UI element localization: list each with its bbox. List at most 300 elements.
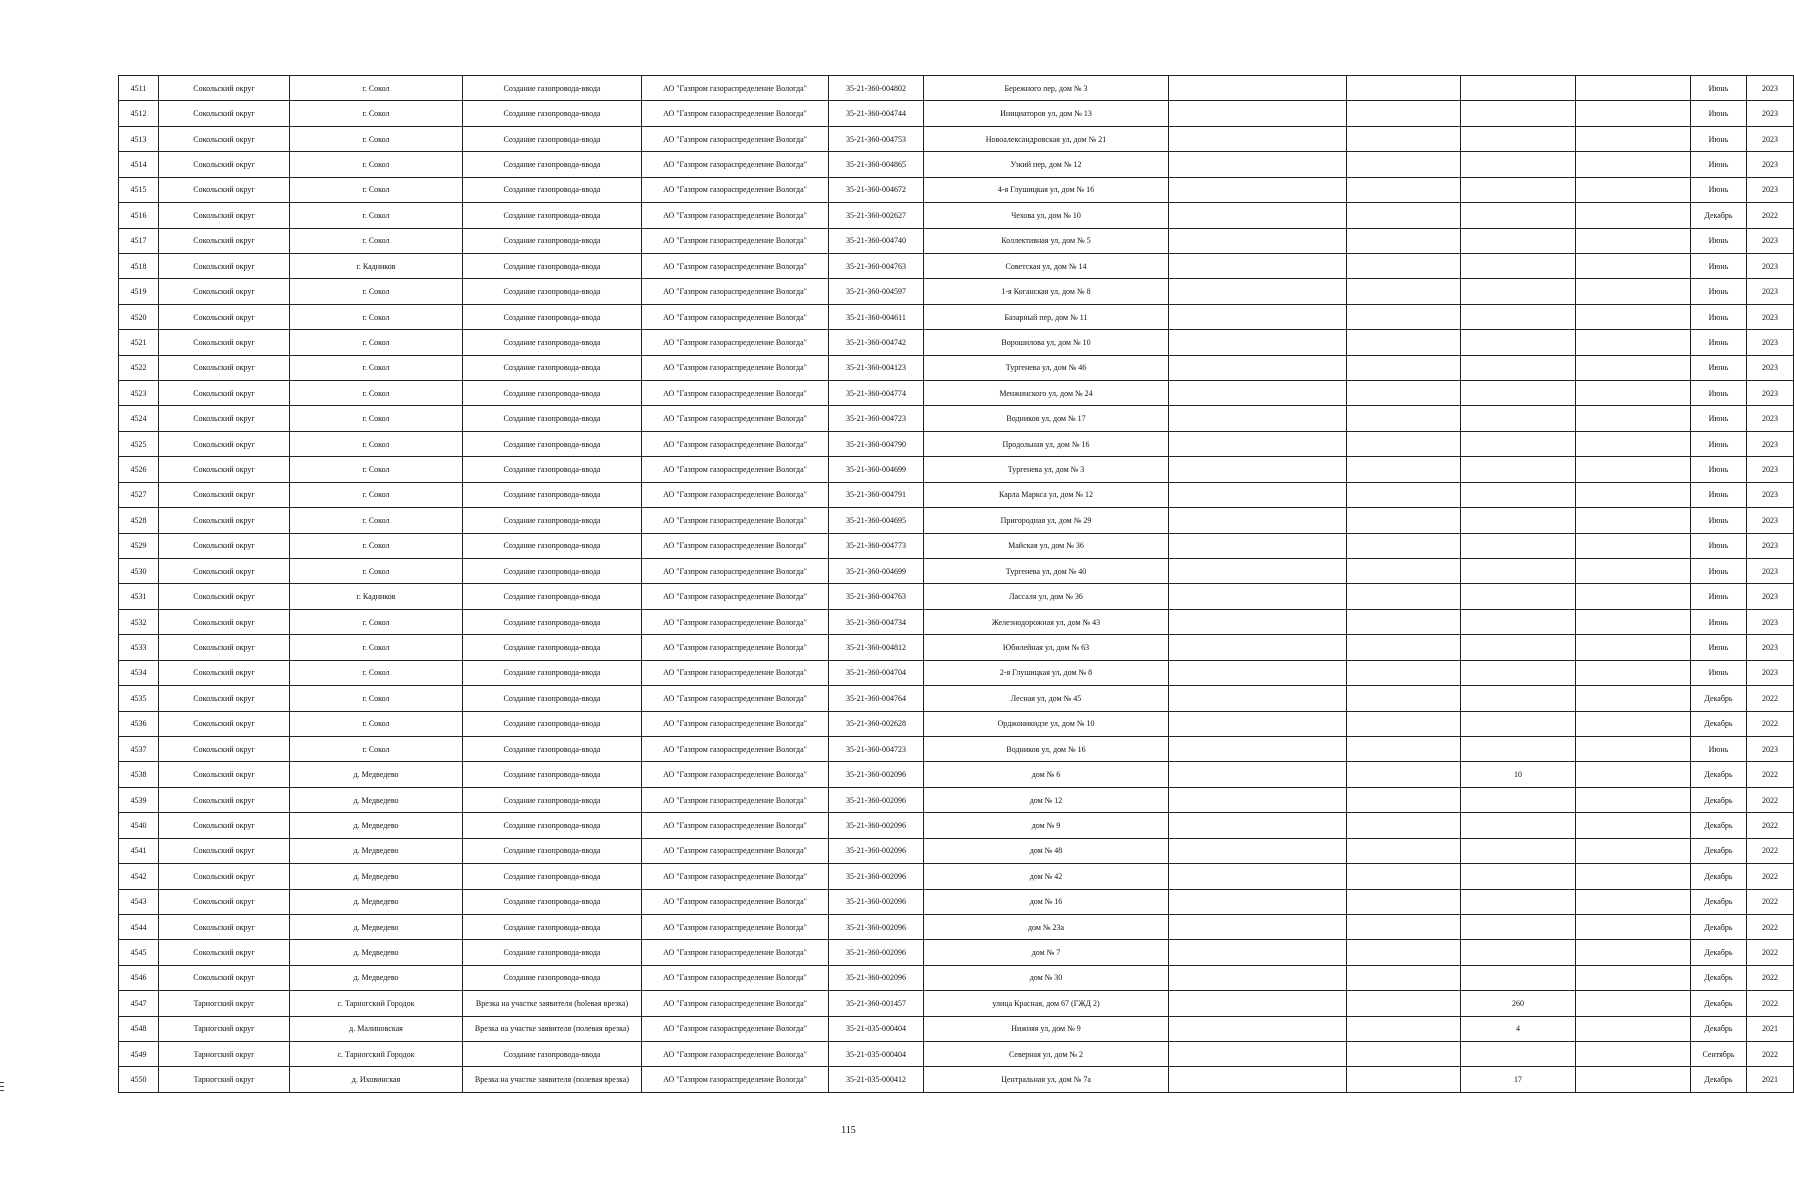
cadastral-number-cell: 35-21-035-000404	[829, 1016, 924, 1041]
row-number-cell: 4540	[119, 813, 159, 838]
work-type-cell: Создание газопровода-ввода	[463, 330, 642, 355]
work-type-cell: Создание газопровода-ввода	[463, 838, 642, 863]
row-number-cell: 4519	[119, 279, 159, 304]
table-row	[119, 101, 1794, 126]
address-cell: Юбилейная ул, дом № 63	[924, 635, 1169, 660]
empty-cell	[1347, 787, 1461, 812]
district-cell: Сокольский округ	[159, 864, 290, 889]
empty-cell	[1576, 457, 1691, 482]
month-cell: Декабрь	[1691, 762, 1747, 787]
empty-cell	[1576, 406, 1691, 431]
row-number-cell: 4535	[119, 686, 159, 711]
cadastral-number-cell: 35-21-360-004672	[829, 177, 924, 202]
work-type-cell: Создание газопровода-ввода	[463, 762, 642, 787]
empty-cell	[1576, 864, 1691, 889]
row-number-cell: 4522	[119, 355, 159, 380]
organization-cell: АО "Газпром газораспределение Вологда"	[642, 126, 829, 151]
table-row	[119, 406, 1794, 431]
cadastral-number-cell: 35-21-360-004742	[829, 330, 924, 355]
table-row	[119, 482, 1794, 507]
organization-cell: АО "Газпром газораспределение Вологда"	[642, 482, 829, 507]
empty-cell	[1169, 126, 1347, 151]
empty-cell	[1169, 889, 1347, 914]
district-cell: Сокольский округ	[159, 914, 290, 939]
volume-cell	[1461, 126, 1576, 151]
work-type-cell: Создание газопровода-ввода	[463, 609, 642, 634]
table-row	[119, 991, 1794, 1016]
address-cell: дом № 12	[924, 787, 1169, 812]
volume-cell	[1461, 304, 1576, 329]
work-type-cell: Создание газопровода-ввода	[463, 355, 642, 380]
organization-cell: АО "Газпром газораспределение Вологда"	[642, 838, 829, 863]
table-row	[119, 838, 1794, 863]
empty-cell	[1576, 889, 1691, 914]
empty-cell	[1169, 381, 1347, 406]
table-row	[119, 126, 1794, 151]
empty-cell	[1347, 330, 1461, 355]
district-cell: Тарногский округ	[159, 1042, 290, 1067]
cadastral-number-cell: 35-21-035-000404	[829, 1042, 924, 1067]
empty-cell	[1347, 381, 1461, 406]
empty-cell	[1169, 152, 1347, 177]
work-type-cell: Создание газопровода-ввода	[463, 584, 642, 609]
empty-cell	[1169, 355, 1347, 380]
empty-cell	[1576, 355, 1691, 380]
organization-cell: АО "Газпром газораспределение Вологда"	[642, 1042, 829, 1067]
address-cell: Пригородная ул, дом № 29	[924, 508, 1169, 533]
month-cell: Декабрь	[1691, 203, 1747, 228]
organization-cell: АО "Газпром газораспределение Вологда"	[642, 813, 829, 838]
month-cell: Декабрь	[1691, 787, 1747, 812]
empty-cell	[1576, 711, 1691, 736]
cadastral-number-cell: 35-21-360-004763	[829, 584, 924, 609]
year-cell: 2021	[1747, 1016, 1794, 1041]
organization-cell: АО "Газпром газораспределение Вологда"	[642, 584, 829, 609]
empty-cell	[1576, 1016, 1691, 1041]
address-cell: дом № 6	[924, 762, 1169, 787]
locality-cell: г. Кадников	[290, 253, 463, 278]
address-cell: дом № 16	[924, 889, 1169, 914]
locality-cell: г. Сокол	[290, 330, 463, 355]
work-type-cell: Создание газопровода-ввода	[463, 686, 642, 711]
volume-cell	[1461, 457, 1576, 482]
row-number-cell: 4514	[119, 152, 159, 177]
district-cell: Сокольский округ	[159, 152, 290, 177]
address-cell: 4-я Глушицкая ул, дом № 16	[924, 177, 1169, 202]
month-cell: Июнь	[1691, 381, 1747, 406]
work-type-cell: Создание газопровода-ввода	[463, 126, 642, 151]
empty-cell	[1576, 660, 1691, 685]
month-cell: Июнь	[1691, 101, 1747, 126]
empty-cell	[1347, 279, 1461, 304]
volume-cell	[1461, 203, 1576, 228]
table-row	[119, 355, 1794, 380]
month-cell: Декабрь	[1691, 965, 1747, 990]
district-cell: Сокольский округ	[159, 965, 290, 990]
district-cell: Сокольский округ	[159, 355, 290, 380]
empty-cell	[1576, 813, 1691, 838]
address-cell: Лесная ул, дом № 45	[924, 686, 1169, 711]
month-cell: Июнь	[1691, 533, 1747, 558]
cadastral-number-cell: 35-21-360-002628	[829, 711, 924, 736]
empty-cell	[1347, 482, 1461, 507]
empty-cell	[1576, 533, 1691, 558]
empty-cell	[1169, 864, 1347, 889]
table-row	[119, 508, 1794, 533]
organization-cell: АО "Газпром газораспределение Вологда"	[642, 1016, 829, 1041]
cadastral-number-cell: 35-21-360-004740	[829, 228, 924, 253]
row-number-cell: 4517	[119, 228, 159, 253]
table-row	[119, 559, 1794, 584]
organization-cell: АО "Газпром газораспределение Вологда"	[642, 736, 829, 761]
work-type-cell: Создание газопровода-ввода	[463, 559, 642, 584]
empty-cell	[1347, 838, 1461, 863]
volume-cell	[1461, 559, 1576, 584]
address-cell: Инициаторов ул, дом № 13	[924, 101, 1169, 126]
year-cell: 2023	[1747, 736, 1794, 761]
organization-cell: АО "Газпром газораспределение Вологда"	[642, 152, 829, 177]
work-type-cell: Врезка на участке заявителя (полевая врезка)	[463, 1067, 642, 1093]
month-cell: Декабрь	[1691, 1016, 1747, 1041]
district-cell: Сокольский округ	[159, 457, 290, 482]
year-cell: 2023	[1747, 457, 1794, 482]
month-cell: Июнь	[1691, 660, 1747, 685]
organization-cell: АО "Газпром газораспределение Вологда"	[642, 457, 829, 482]
work-type-cell: Создание газопровода-ввода	[463, 660, 642, 685]
organization-cell: АО "Газпром газораспределение Вологда"	[642, 787, 829, 812]
empty-cell	[1576, 787, 1691, 812]
cadastral-number-cell: 35-21-360-004764	[829, 686, 924, 711]
empty-cell	[1347, 508, 1461, 533]
cadastral-number-cell: 35-21-360-002096	[829, 940, 924, 965]
empty-cell	[1576, 609, 1691, 634]
volume-cell	[1461, 355, 1576, 380]
row-number-cell: 4511	[119, 76, 159, 101]
district-cell: Сокольский округ	[159, 228, 290, 253]
locality-cell: с. Тарногский Городок	[290, 991, 463, 1016]
cadastral-number-cell: 35-21-360-002096	[829, 864, 924, 889]
volume-cell	[1461, 431, 1576, 456]
locality-cell: г. Сокол	[290, 126, 463, 151]
district-cell: Сокольский округ	[159, 533, 290, 558]
row-number-cell: 4545	[119, 940, 159, 965]
address-cell: Коллективная ул, дом № 5	[924, 228, 1169, 253]
empty-cell	[1169, 635, 1347, 660]
empty-cell	[1347, 457, 1461, 482]
month-cell: Июнь	[1691, 177, 1747, 202]
table-row	[119, 381, 1794, 406]
locality-cell: д. Медведево	[290, 914, 463, 939]
table-row	[119, 711, 1794, 736]
work-type-cell: Создание газопровода-ввода	[463, 813, 642, 838]
organization-cell: АО "Газпром газораспределение Вологда"	[642, 228, 829, 253]
address-cell: Чехова ул, дом № 10	[924, 203, 1169, 228]
year-cell: 2022	[1747, 991, 1794, 1016]
month-cell: Июнь	[1691, 457, 1747, 482]
district-cell: Сокольский округ	[159, 889, 290, 914]
table-row	[119, 762, 1794, 787]
table-row	[119, 660, 1794, 685]
organization-cell: АО "Газпром газораспределение Вологда"	[642, 686, 829, 711]
table-row	[119, 203, 1794, 228]
table-row	[119, 431, 1794, 456]
row-number-cell: 4532	[119, 609, 159, 634]
district-cell: Сокольский округ	[159, 838, 290, 863]
year-cell: 2023	[1747, 177, 1794, 202]
empty-cell	[1347, 940, 1461, 965]
table-row	[119, 686, 1794, 711]
work-type-cell: Врезка на участке заявителя (holевая врезка)	[463, 991, 642, 1016]
row-number-cell: 4546	[119, 965, 159, 990]
organization-cell: АО "Газпром газораспределение Вологда"	[642, 940, 829, 965]
address-cell: Орджоникидзе ул, дом № 10	[924, 711, 1169, 736]
month-cell: Июнь	[1691, 406, 1747, 431]
volume-cell: 10	[1461, 762, 1576, 787]
cadastral-number-cell: 35-21-360-004699	[829, 559, 924, 584]
organization-cell: АО "Газпром газораспределение Вологда"	[642, 991, 829, 1016]
row-number-cell: 4527	[119, 482, 159, 507]
district-cell: Сокольский округ	[159, 508, 290, 533]
empty-cell	[1347, 253, 1461, 278]
year-cell: 2023	[1747, 228, 1794, 253]
volume-cell	[1461, 584, 1576, 609]
locality-cell: г. Сокол	[290, 508, 463, 533]
empty-cell	[1169, 279, 1347, 304]
scan-edge-mark	[0, 1090, 4, 1091]
year-cell: 2023	[1747, 406, 1794, 431]
empty-cell	[1576, 914, 1691, 939]
address-cell: Майская ул, дом № 36	[924, 533, 1169, 558]
table-row	[119, 965, 1794, 990]
locality-cell: г. Сокол	[290, 152, 463, 177]
row-number-cell: 4543	[119, 889, 159, 914]
row-number-cell: 4515	[119, 177, 159, 202]
work-type-cell: Создание газопровода-ввода	[463, 736, 642, 761]
year-cell: 2023	[1747, 355, 1794, 380]
month-cell: Декабрь	[1691, 914, 1747, 939]
locality-cell: г. Сокол	[290, 533, 463, 558]
district-cell: Тарногский округ	[159, 1067, 290, 1093]
month-cell: Июнь	[1691, 508, 1747, 533]
year-cell: 2023	[1747, 584, 1794, 609]
month-cell: Июнь	[1691, 330, 1747, 355]
cadastral-number-cell: 35-21-360-002096	[829, 914, 924, 939]
empty-cell	[1347, 1016, 1461, 1041]
volume-cell	[1461, 736, 1576, 761]
organization-cell: АО "Газпром газораспределение Вологда"	[642, 355, 829, 380]
locality-cell: г. Сокол	[290, 482, 463, 507]
work-type-cell: Создание газопровода-ввода	[463, 76, 642, 101]
locality-cell: г. Кадников	[290, 584, 463, 609]
empty-cell	[1347, 228, 1461, 253]
locality-cell: д. Медведево	[290, 787, 463, 812]
work-type-cell: Создание газопровода-ввода	[463, 635, 642, 660]
empty-cell	[1169, 253, 1347, 278]
address-cell: Ворошилова ул, дом № 10	[924, 330, 1169, 355]
year-cell: 2022	[1747, 914, 1794, 939]
organization-cell: АО "Газпром газораспределение Вологда"	[642, 864, 829, 889]
row-number-cell: 4526	[119, 457, 159, 482]
cadastral-number-cell: 35-21-360-002096	[829, 889, 924, 914]
cadastral-number-cell: 35-21-360-004753	[829, 126, 924, 151]
table-row	[119, 304, 1794, 329]
month-cell: Июнь	[1691, 355, 1747, 380]
work-type-cell: Создание газопровода-ввода	[463, 228, 642, 253]
work-type-cell: Создание газопровода-ввода	[463, 381, 642, 406]
address-cell: дом № 48	[924, 838, 1169, 863]
address-cell: Узкий пер, дом № 12	[924, 152, 1169, 177]
empty-cell	[1169, 101, 1347, 126]
volume-cell	[1461, 889, 1576, 914]
empty-cell	[1169, 431, 1347, 456]
empty-cell	[1347, 762, 1461, 787]
cadastral-number-cell: 35-21-360-004802	[829, 76, 924, 101]
year-cell: 2023	[1747, 635, 1794, 660]
locality-cell: г. Сокол	[290, 203, 463, 228]
month-cell: Декабрь	[1691, 991, 1747, 1016]
cadastral-number-cell: 35-21-360-004704	[829, 660, 924, 685]
scan-edge-mark	[0, 1082, 4, 1083]
table-row	[119, 889, 1794, 914]
empty-cell	[1576, 177, 1691, 202]
empty-cell	[1347, 736, 1461, 761]
locality-cell: г. Сокол	[290, 609, 463, 634]
cadastral-number-cell: 35-21-360-002096	[829, 965, 924, 990]
cadastral-number-cell: 35-21-360-004734	[829, 609, 924, 634]
month-cell: Июнь	[1691, 584, 1747, 609]
year-cell: 2022	[1747, 787, 1794, 812]
row-number-cell: 4548	[119, 1016, 159, 1041]
empty-cell	[1576, 838, 1691, 863]
row-number-cell: 4547	[119, 991, 159, 1016]
work-type-cell: Создание газопровода-ввода	[463, 914, 642, 939]
locality-cell: д. Иховинская	[290, 1067, 463, 1093]
empty-cell	[1169, 1016, 1347, 1041]
address-cell: Центральная ул, дом № 7а	[924, 1067, 1169, 1093]
cadastral-number-cell: 35-21-035-000412	[829, 1067, 924, 1093]
district-cell: Сокольский округ	[159, 253, 290, 278]
row-number-cell: 4518	[119, 253, 159, 278]
empty-cell	[1576, 431, 1691, 456]
empty-cell	[1576, 940, 1691, 965]
organization-cell: АО "Газпром газораспределение Вологда"	[642, 889, 829, 914]
volume-cell	[1461, 279, 1576, 304]
locality-cell: г. Сокол	[290, 76, 463, 101]
year-cell: 2023	[1747, 533, 1794, 558]
work-type-cell: Создание газопровода-ввода	[463, 431, 642, 456]
month-cell: Июнь	[1691, 76, 1747, 101]
empty-cell	[1576, 482, 1691, 507]
empty-cell	[1169, 965, 1347, 990]
table-row	[119, 330, 1794, 355]
month-cell: Июнь	[1691, 635, 1747, 660]
month-cell: Июнь	[1691, 279, 1747, 304]
table-row	[119, 76, 1794, 101]
locality-cell: г. Сокол	[290, 660, 463, 685]
empty-cell	[1169, 1067, 1347, 1093]
cadastral-number-cell: 35-21-360-001457	[829, 991, 924, 1016]
cadastral-number-cell: 35-21-360-002096	[829, 838, 924, 863]
empty-cell	[1576, 203, 1691, 228]
volume-cell	[1461, 660, 1576, 685]
empty-cell	[1576, 253, 1691, 278]
month-cell: Декабрь	[1691, 940, 1747, 965]
month-cell: Декабрь	[1691, 889, 1747, 914]
empty-cell	[1576, 736, 1691, 761]
district-cell: Сокольский округ	[159, 559, 290, 584]
cadastral-number-cell: 35-21-360-004791	[829, 482, 924, 507]
address-cell: Водников ул, дом № 16	[924, 736, 1169, 761]
district-cell: Сокольский округ	[159, 762, 290, 787]
empty-cell	[1347, 813, 1461, 838]
empty-cell	[1347, 203, 1461, 228]
locality-cell: г. Сокол	[290, 101, 463, 126]
table-row	[119, 457, 1794, 482]
address-cell: дом № 30	[924, 965, 1169, 990]
month-cell: Декабрь	[1691, 686, 1747, 711]
table-row	[119, 279, 1794, 304]
address-cell: Водников ул, дом № 17	[924, 406, 1169, 431]
volume-cell	[1461, 838, 1576, 863]
row-number-cell: 4516	[119, 203, 159, 228]
table-row	[119, 914, 1794, 939]
empty-cell	[1169, 406, 1347, 431]
district-cell: Тарногский округ	[159, 1016, 290, 1041]
organization-cell: АО "Газпром газораспределение Вологда"	[642, 406, 829, 431]
empty-cell	[1169, 1042, 1347, 1067]
volume-cell	[1461, 813, 1576, 838]
empty-cell	[1347, 711, 1461, 736]
cadastral-number-cell: 35-21-360-004773	[829, 533, 924, 558]
empty-cell	[1169, 76, 1347, 101]
volume-cell	[1461, 965, 1576, 990]
empty-cell	[1576, 991, 1691, 1016]
cadastral-number-cell: 35-21-360-004123	[829, 355, 924, 380]
table-row	[119, 940, 1794, 965]
empty-cell	[1169, 330, 1347, 355]
empty-cell	[1347, 660, 1461, 685]
table-row	[119, 1016, 1794, 1041]
cadastral-number-cell: 35-21-360-002096	[829, 787, 924, 812]
address-cell: 1-я Коганская ул, дом № 8	[924, 279, 1169, 304]
row-number-cell: 4521	[119, 330, 159, 355]
year-cell: 2023	[1747, 253, 1794, 278]
work-type-cell: Создание газопровода-ввода	[463, 864, 642, 889]
organization-cell: АО "Газпром газораспределение Вологда"	[642, 914, 829, 939]
empty-cell	[1576, 965, 1691, 990]
empty-cell	[1347, 355, 1461, 380]
year-cell: 2023	[1747, 660, 1794, 685]
volume-cell	[1461, 914, 1576, 939]
empty-cell	[1347, 889, 1461, 914]
year-cell: 2023	[1747, 304, 1794, 329]
row-number-cell: 4542	[119, 864, 159, 889]
month-cell: Декабрь	[1691, 711, 1747, 736]
year-cell: 2022	[1747, 686, 1794, 711]
month-cell: Июнь	[1691, 304, 1747, 329]
address-cell: Менжинского ул, дом № 24	[924, 381, 1169, 406]
volume-cell	[1461, 1042, 1576, 1067]
locality-cell: д. Медведево	[290, 864, 463, 889]
work-type-cell: Создание газопровода-ввода	[463, 457, 642, 482]
register-table	[118, 75, 1794, 1093]
district-cell: Сокольский округ	[159, 406, 290, 431]
table-row	[119, 228, 1794, 253]
empty-cell	[1169, 711, 1347, 736]
empty-cell	[1576, 76, 1691, 101]
empty-cell	[1169, 609, 1347, 634]
empty-cell	[1347, 609, 1461, 634]
